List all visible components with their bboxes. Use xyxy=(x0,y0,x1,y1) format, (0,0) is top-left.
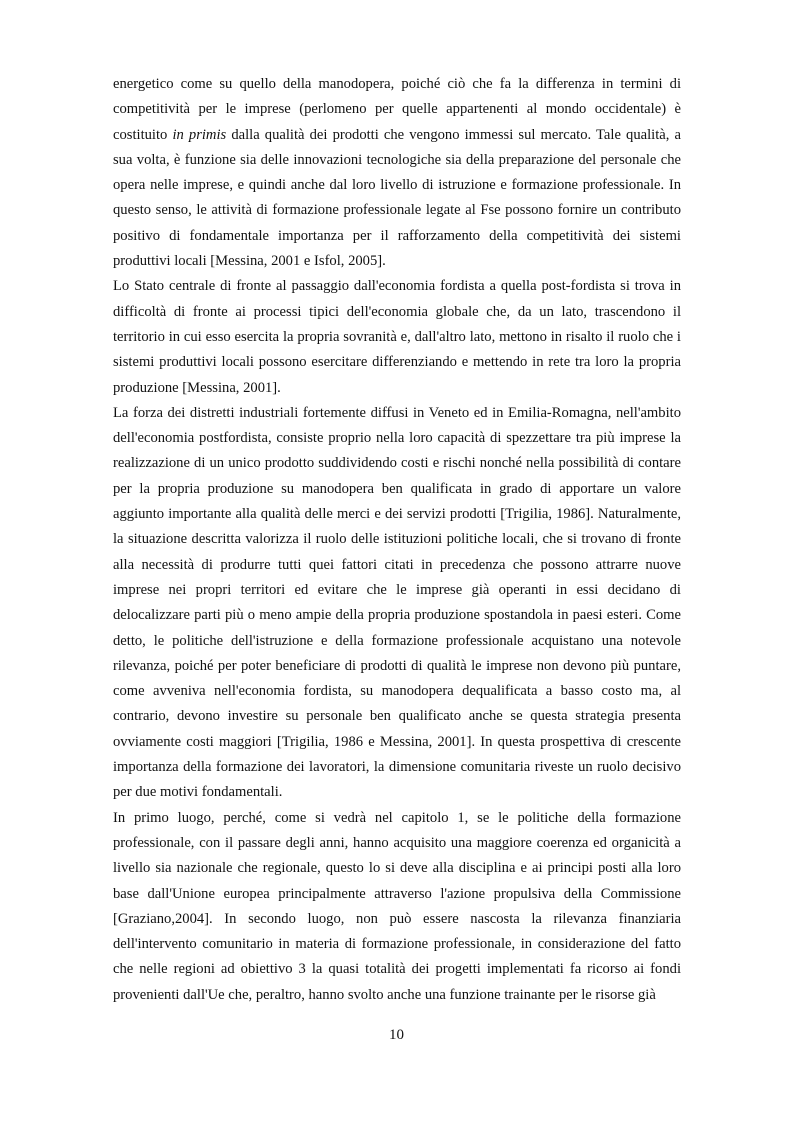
paragraph-3: La forza dei distretti industriali fortemente diffusi in Veneto ed in Emilia-Romagna, nell'ambito dell'economia postfordista, consiste proprio nella loro capacità di spezzettare tra più imprese la realizzazione di un unico prodotto suddividendo costi e rischi nonché nella possibilità di contare per la propria produzione su manodopera ben qualificata in grado di apportare un valore aggiunto importante alla qualità delle merci e dei servizi prodotti [Trigilia, 1986]. Naturalmente, la situazione descritta valorizza il ruolo delle istituzioni politiche locali, che si trovano di fronte alla necessità di produrre tutti quei fattori citati in precedenza che possono attrarre nuove imprese nei propri territori ed evitare che le imprese già operanti in essi decidano di delocalizzare parti più o meno ampie della propria produzione spostandola in paesi esteri. Come detto, le politiche dell'istruzione e della formazione professionale acquistano una notevole rilevanza, poiché per poter beneficiare di prodotti di qualità le imprese non devono più puntare, come avveniva nell'economia fordista, su manodopera dequalificata a basso costo ma, al contrario, devono investire su personale ben qualificato anche se questa strategia presenta ovviamente costi maggiori [Trigilia, 1986 e Messina, 2001]. In questa prospettiva di crescente importanza della formazione dei lavoratori, la dimensione comunitaria riveste un ruolo decisivo per due motivi fondamentali. xyxy=(113,404,681,801)
paragraph-2: Lo Stato centrale di fronte al passaggio dall'economia fordista a quella post-fordista si trova in difficoltà di fronte ai processi tipici dell'economia globale che, da un lato, trascendono il territorio in cui esso esercita la propria sovranità e, dall'altro lato, mettono in risalto il ruolo che i sistemi produttivi locali possono esercitare differenziando e mettendo in rete tra loro la propria produzione [Messina, 2001]. xyxy=(113,278,681,396)
paragraph-4: In primo luogo, perché, come si vedrà nel capitolo 1, se le politiche della formazione professionale, con il passare degli anni, hanno acquisito una maggiore coerenza ed organicità a livello sia nazionale che regionale, questo lo si deve alla disciplina e ai principi posti alla loro base dall'Unione europea principalmente attraverso l'azione propulsiva della Commissione [Graziano,2004]. In secondo luogo, non può essere nascosta la rilevanza finanziaria dell'intervento comunitario in materia di formazione professionale, in considerazione del fatto che nelle regioni ad obiettivo 3 la quasi totalità dei progetti implementati fa ricorso ai fondi provenienti dall'Ue che, peraltro, hanno svolto anche una funzione trainante per le risorse già xyxy=(113,809,681,1003)
paragraph-1-text-start: energetico come su quello della manodopera, poiché ciò che fa la differenza in termini di competitività per le imprese (perlomeno per quelle appartenenti al mondo occidentale) è costituito xyxy=(113,76,681,143)
paragraph-1 xyxy=(113,72,681,274)
paragraph-1-emphasis: in primis xyxy=(172,126,227,143)
page-number: 10 xyxy=(389,1027,404,1043)
page-body xyxy=(113,72,681,1008)
paragraph-1-text-end: dalla qualità dei prodotti che vengono immessi sul mercato. Tale qualità, a sua volta, è funzione sia delle innovazioni tecnologiche sia della preparazione del personale che opera nelle imprese, e quindi anche dal loro livello di istruzione e formazione professionale. In questo senso, le attività di formazione professionale legate al Fse possono fornire un contributo positivo di fondamentale importanza per il rafforzamento della competitività dei sistemi produttivi locali [Messina, 2001 e Isfol, 2005]. xyxy=(113,126,681,270)
